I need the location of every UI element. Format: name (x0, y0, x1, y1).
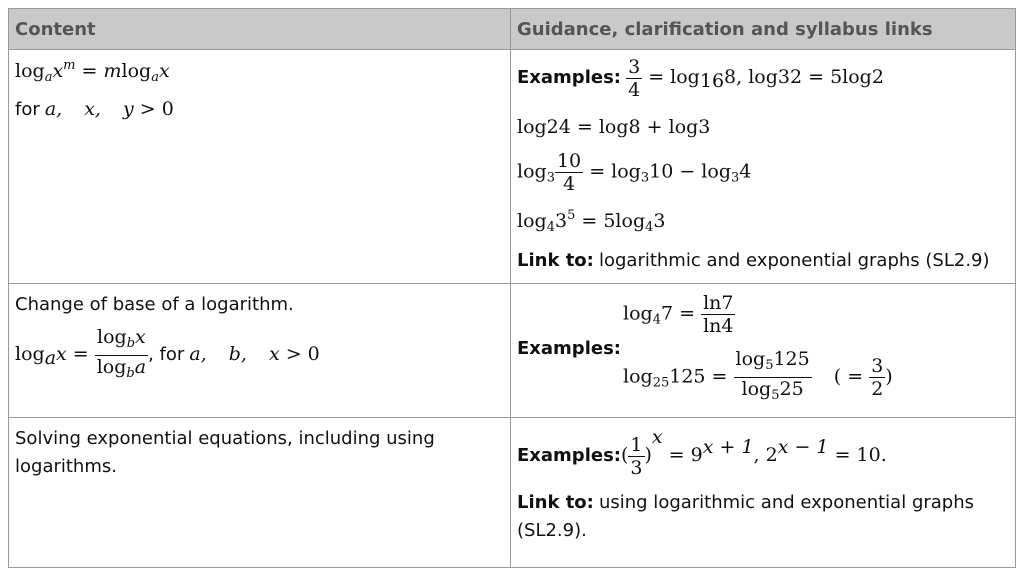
row3-guidance-cell (511, 418, 1016, 568)
row2-example-2: $\log_{25}125$ = $\frac{\log_5125}{\log_525}$ ( = $\frac{3}{2}$ ) (623, 348, 893, 403)
row1-example-2: log24 = log8 + log3 (517, 116, 711, 138)
examples-label: Examples: (517, 67, 621, 88)
power-rule: $\log_ax^m = mlog_ax$ (15, 58, 170, 85)
examples-label: Examples: (517, 338, 621, 359)
row3-example: Examples:( $\frac{1}{3}$ )$^x = 9^{x + 1}$, $2^{x - 1} = 10$. (517, 426, 887, 479)
row1-guidance-cell (511, 50, 1016, 284)
row3-link-line-1: Link to: using logarithmic and exponential graphs (517, 492, 975, 513)
row3-content-line-2: logarithms. (15, 456, 117, 477)
row1-example-3: $\log_3$ $\frac{10}{4}$ = $\log_310 - \log_34$ (517, 150, 752, 195)
header-content: Content (9, 9, 511, 50)
row1-link: Link to: logarithmic and exponential graphs (SL2.9) (517, 250, 990, 271)
table-row (9, 284, 1016, 418)
syllabus-table (8, 8, 1016, 568)
row2-example-1: $\log_47$ = $\frac{\ln 7}{\ln 4}$ (623, 292, 734, 337)
row3-content-cell (9, 418, 511, 568)
row3-link-line-2: (SL2.9). (517, 520, 587, 541)
row3-content-line-1: Solving exponential equations, including using (15, 428, 435, 449)
row1-example-1: Examples: $\frac{3}{4}$ = $\log_{16}8$, log32 = 5log2 (517, 56, 884, 101)
row2-guidance-cell (511, 284, 1016, 418)
header-guidance: Guidance, clarification and syllabus links (511, 9, 1016, 50)
table-row (9, 418, 1016, 568)
table-row (9, 50, 1016, 284)
header-row (9, 9, 1016, 50)
power-rule-condition: for a, x, y > 0 (15, 98, 174, 120)
row1-example-4: $\log_43^5 = 5\log_43$ (517, 208, 666, 235)
change-of-base-title: Change of base of a logarithm. (15, 294, 294, 315)
row1-content-cell (9, 50, 511, 284)
change-of-base-rule: $\log_ax$ = $\frac{\log_bx}{\log_ba}$ , for a, b, x > 0 (15, 326, 320, 381)
row2-content-cell (9, 284, 511, 418)
